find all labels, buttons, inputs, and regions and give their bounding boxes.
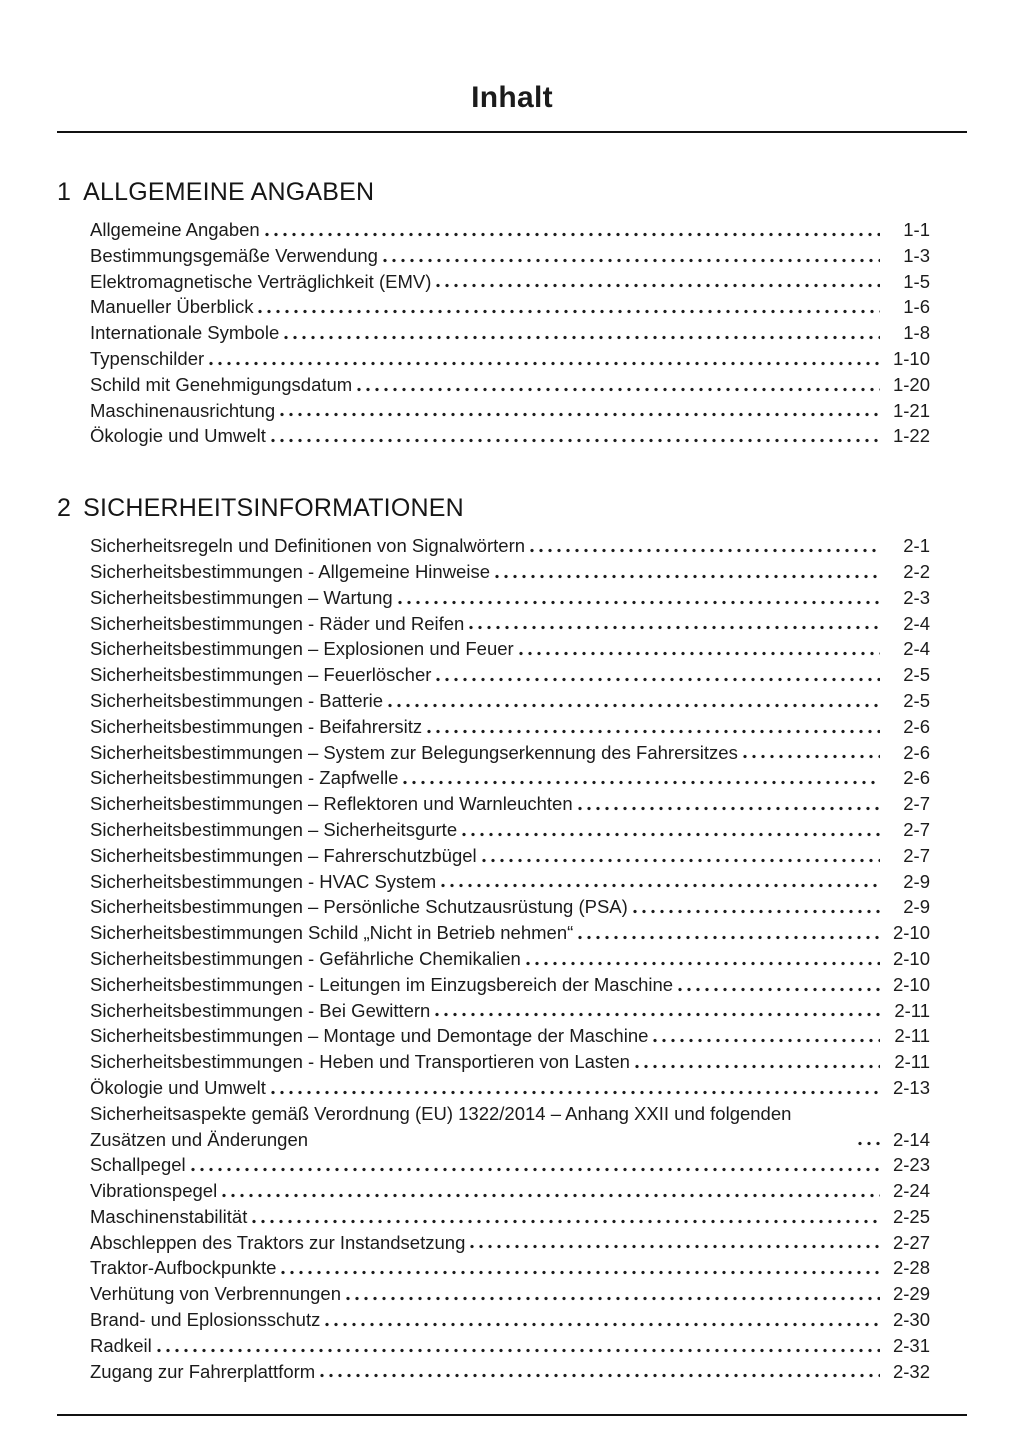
- section-heading: [57, 177, 967, 207]
- toc-entry-page: 2-7: [903, 844, 930, 866]
- toc-entry-page: 2-28: [892, 1257, 930, 1279]
- title-divider: [57, 131, 967, 133]
- toc-entry-page: 2-9: [903, 896, 930, 918]
- toc-entry-page: 1-22: [892, 425, 930, 447]
- toc-entry-leader: [530, 548, 880, 553]
- toc-entry-leader: [519, 651, 880, 656]
- toc-entry-title: Bestimmungsgemäße Verwendung: [90, 244, 378, 266]
- toc-entry-title: Sicherheitsbestimmungen - Allgemeine Hinweise: [90, 560, 490, 582]
- toc-entry: [90, 1152, 930, 1178]
- toc-entry-title: Internationale Symbole: [90, 322, 280, 344]
- toc-entry-leader: [252, 1219, 880, 1224]
- toc-entry-page: 1-20: [892, 373, 930, 395]
- toc-entry-leader: [271, 438, 880, 443]
- toc-entry-title: Sicherheitsbestimmungen - Batterie: [90, 689, 384, 711]
- toc-entry: [90, 1023, 930, 1049]
- toc-entry-page: 1-3: [903, 244, 930, 266]
- toc-entry-leader: [191, 1167, 880, 1172]
- toc-entry: [90, 765, 930, 791]
- toc-entry-page: 1-8: [903, 322, 930, 344]
- toc-entry: [90, 843, 930, 869]
- toc-entry-leader: [280, 412, 880, 417]
- toc-entry: [90, 1204, 930, 1230]
- toc-entry-page: 1-10: [892, 347, 930, 369]
- section-number: 2: [57, 494, 72, 523]
- toc-entry-leader: [526, 961, 880, 966]
- toc-entry-page: 2-5: [903, 664, 930, 686]
- toc-entry-page: 1-6: [903, 296, 930, 318]
- toc-entry-title: Manueller Überblick: [90, 296, 254, 318]
- toc-entry: [90, 714, 930, 740]
- toc-entry-leader: [495, 574, 880, 579]
- toc-entry: [90, 269, 930, 295]
- toc-entry-title: Sicherheitsbestimmungen – System zur Belegungserkennung des Fahrersitzes: [90, 741, 738, 763]
- toc-entry-title: Sicherheitsbestimmungen – Wartung: [90, 586, 393, 608]
- toc-entry-leader: [678, 987, 880, 992]
- toc-entry-leader: [403, 780, 880, 785]
- toc-entry-leader: [383, 258, 880, 263]
- toc-entry-leader: [157, 1348, 880, 1353]
- toc-entry-title: Zugang zur Fahrerplattform: [90, 1360, 316, 1382]
- toc-entry-title: Sicherheitsbestimmungen - Beifahrersitz: [90, 715, 423, 737]
- toc-entry: [90, 972, 930, 998]
- toc-entry-page: 2-6: [903, 715, 930, 737]
- toc-entry-leader: [436, 677, 880, 682]
- toc-entry-title: Sicherheitsbestimmungen - Bei Gewittern: [90, 999, 431, 1021]
- toc-entry-title: Abschleppen des Traktors zur Instandsetzung: [90, 1231, 466, 1253]
- toc-entry-page: 2-25: [892, 1205, 930, 1227]
- toc-entry: [90, 1333, 930, 1359]
- toc-entry-leader: [743, 754, 880, 759]
- toc-entry-page: 2-6: [903, 767, 930, 789]
- toc-entry: [90, 636, 930, 662]
- toc-entry: [90, 662, 930, 688]
- toc-entry-leader: [470, 1244, 880, 1249]
- toc-entry-leader: [427, 729, 880, 734]
- toc-entry-leader: [436, 283, 880, 288]
- toc-entry-page: 1-5: [903, 270, 930, 292]
- toc-entry-page: 2-7: [903, 793, 930, 815]
- toc-entry: [90, 998, 930, 1024]
- toc-entry-page: 2-5: [903, 689, 930, 711]
- toc: [57, 177, 967, 1384]
- toc-entry-page: 2-10: [892, 922, 930, 944]
- toc-entry-title: Schild mit Genehmigungsdatum: [90, 373, 353, 395]
- toc-entry-page: 1-21: [892, 399, 930, 421]
- toc-entry-page: 2-31: [892, 1334, 930, 1356]
- toc-entry: [90, 869, 930, 895]
- toc-entry-title: Sicherheitsaspekte gemäß Verordnung (EU) 1322/2014 – Anhang XXII und folgenden Zusätzen und Änderungen: [90, 1102, 792, 1150]
- toc-entry-leader: [325, 1322, 880, 1327]
- toc-entry-leader: [653, 1038, 880, 1043]
- toc-entry-leader: [222, 1193, 880, 1198]
- footer-divider: [57, 1414, 967, 1416]
- toc-entry: [90, 585, 930, 611]
- toc-entry-page: 2-4: [903, 638, 930, 660]
- toc-entry-page: 2-14: [892, 1128, 930, 1150]
- toc-section: [57, 177, 967, 449]
- toc-entry-title: Ökologie und Umwelt: [90, 425, 266, 447]
- toc-entry-leader: [578, 935, 880, 940]
- toc-entry-leader: [388, 703, 880, 708]
- toc-entry-page: 2-32: [892, 1360, 930, 1382]
- toc-entry-title: Sicherheitsbestimmungen - Leitungen im Einzugsbereich der Maschine: [90, 973, 674, 995]
- toc-entry: [90, 688, 930, 714]
- toc-entry-page: 2-10: [892, 973, 930, 995]
- toc-entry: [90, 1281, 930, 1307]
- toc-entry-title: Sicherheitsbestimmungen – Montage und Demontage der Maschine: [90, 1025, 649, 1047]
- toc-entry: [90, 423, 930, 449]
- toc-entry: [90, 372, 930, 398]
- toc-entry-title: Sicherheitsbestimmungen - HVAC System: [90, 870, 437, 892]
- toc-entry-page: 2-3: [903, 586, 930, 608]
- toc-entry-leader: [435, 1012, 880, 1017]
- toc-entry: [90, 559, 930, 585]
- toc-entry-title: Elektromagnetische Verträglichkeit (EMV): [90, 270, 432, 292]
- toc-section: [57, 493, 967, 1384]
- toc-entry-title: Verhütung von Verbrennungen: [90, 1283, 341, 1305]
- toc-entry-title: Maschinenausrichtung: [90, 399, 276, 421]
- toc-entry-title: Sicherheitsbestimmungen - Heben und Transportieren von Lasten: [90, 1051, 630, 1073]
- toc-entry: [90, 1075, 930, 1101]
- toc-entry: [90, 294, 930, 320]
- toc-entry-title: Sicherheitsbestimmungen – Persönliche Schutzausrüstung (PSA): [90, 896, 628, 918]
- toc-entry: [90, 1101, 930, 1153]
- toc-entry-title: Traktor-Aufbockpunkte: [90, 1257, 277, 1279]
- toc-entry: [90, 946, 930, 972]
- toc-entry-title: Sicherheitsbestimmungen – Feuerlöscher: [90, 664, 432, 686]
- toc-entry-title: Radkeil: [90, 1334, 152, 1356]
- toc-entry-page: 2-11: [894, 1051, 930, 1073]
- toc-entry-leader: [346, 1296, 880, 1301]
- toc-entry-leader: [462, 832, 880, 837]
- toc-entry: [90, 398, 930, 424]
- section-entries: [90, 533, 930, 1384]
- toc-entry: [90, 611, 930, 637]
- toc-entry-page: 2-1: [903, 535, 930, 557]
- toc-entry-page: 2-11: [894, 999, 930, 1021]
- toc-entry-page: 1-1: [903, 219, 930, 240]
- toc-entry-title: Typenschilder: [90, 347, 205, 369]
- toc-entry: [90, 894, 930, 920]
- toc-entry: [90, 920, 930, 946]
- toc-entry-leader: [320, 1373, 880, 1378]
- toc-entry-title: Allgemeine Angaben: [90, 219, 260, 240]
- toc-entry-leader: [469, 625, 880, 630]
- section-number: 1: [57, 178, 72, 206]
- toc-entry-title: Sicherheitsbestimmungen - Räder und Reifen: [90, 612, 465, 634]
- page-title: Inhalt: [471, 81, 553, 114]
- toc-entry-title: Ökologie und Umwelt: [90, 1076, 266, 1098]
- toc-entry-page: 2-2: [903, 560, 930, 582]
- toc-entry: [90, 1255, 930, 1281]
- toc-entry-page: 2-9: [903, 870, 930, 892]
- toc-entry-page: 2-4: [903, 612, 930, 634]
- toc-entry-title: Sicherheitsregeln und Definitionen von Signalwörtern: [90, 535, 526, 557]
- toc-entry: [90, 1178, 930, 1204]
- toc-entry: [90, 533, 930, 559]
- toc-entry-page: 2-7: [903, 818, 930, 840]
- section-entries: [90, 217, 930, 449]
- toc-entry-leader: [209, 361, 880, 366]
- toc-entry-leader: [284, 335, 880, 340]
- toc-entry-leader: [271, 1090, 880, 1095]
- section-heading-text: SICHERHEITSINFORMATIONEN: [83, 494, 464, 523]
- toc-entry-title: Sicherheitsbestimmungen - Zapfwelle: [90, 767, 399, 789]
- toc-entry-leader: [441, 883, 880, 888]
- toc-entry-title: Maschinenstabilität: [90, 1205, 248, 1227]
- toc-entry-title: Sicherheitsbestimmungen – Sicherheitsgurte: [90, 818, 458, 840]
- section-heading-text: ALLGEMEINE ANGABEN: [83, 178, 375, 206]
- toc-entry: [90, 1049, 930, 1075]
- toc-entry-leader: [265, 232, 880, 237]
- toc-entry-title: Sicherheitsbestimmungen - Gefährliche Chemikalien: [90, 947, 521, 969]
- toc-entry: [90, 217, 930, 243]
- toc-entry: [90, 320, 930, 346]
- toc-entry: [90, 791, 930, 817]
- toc-entry-page: 2-6: [903, 741, 930, 763]
- toc-entry: [90, 1359, 930, 1385]
- toc-entry-page: 2-30: [892, 1309, 930, 1331]
- toc-entry-page: 2-11: [894, 1025, 930, 1047]
- toc-entry-page: 2-29: [892, 1283, 930, 1305]
- toc-entry-leader: [357, 387, 880, 392]
- toc-entry: [90, 1307, 930, 1333]
- toc-entry: [90, 1230, 930, 1256]
- toc-entry-page: 2-23: [892, 1154, 930, 1176]
- toc-entry-page: 2-24: [892, 1180, 930, 1202]
- toc-entry-leader: [482, 858, 880, 863]
- toc-entry-leader: [398, 600, 880, 605]
- toc-entry: [90, 817, 930, 843]
- toc-entry-leader: [281, 1270, 880, 1275]
- toc-entry-title: Schallpegel: [90, 1154, 186, 1176]
- toc-entry-leader: [635, 1064, 880, 1069]
- toc-entry-leader: [258, 309, 880, 314]
- toc-entry-leader: [633, 909, 880, 914]
- toc-entry-page: 2-10: [892, 947, 930, 969]
- toc-entry: [90, 346, 930, 372]
- toc-entry-title: Sicherheitsbestimmungen – Explosionen und Feuer: [90, 638, 514, 660]
- toc-entry-title: Sicherheitsbestimmungen Schild „Nicht in Betrieb nehmen“: [90, 922, 574, 944]
- toc-entry-title: Vibrationspegel: [90, 1180, 218, 1202]
- toc-entry-page: 2-13: [892, 1076, 930, 1098]
- toc-entry: [90, 740, 930, 766]
- toc-entry-title: Brand- und Eplosionsschutz: [90, 1309, 321, 1331]
- toc-entry-title: Sicherheitsbestimmungen – Fahrerschutzbügel: [90, 844, 477, 866]
- toc-entry-leader: [578, 806, 880, 811]
- section-heading: [57, 493, 967, 523]
- toc-entry-title: Sicherheitsbestimmungen – Reflektoren und Warnleuchten: [90, 793, 573, 815]
- toc-entry: [90, 243, 930, 269]
- toc-entry-page: 2-27: [892, 1231, 930, 1253]
- toc-entry-leader: [858, 1141, 880, 1146]
